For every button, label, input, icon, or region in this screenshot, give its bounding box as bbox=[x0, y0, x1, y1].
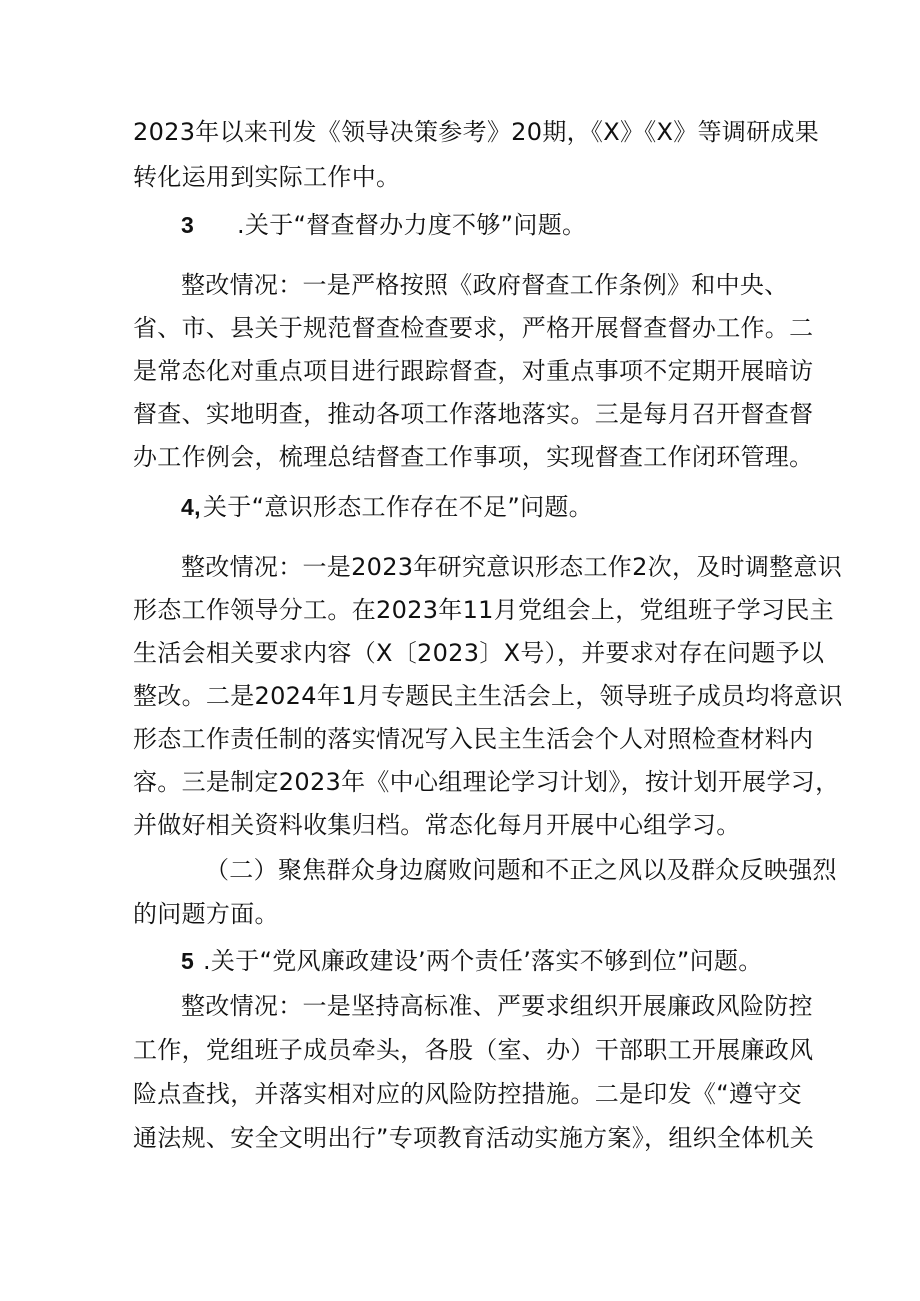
section-heading-continuation: 的问题方面。 bbox=[133, 900, 279, 928]
item-number: 5 bbox=[181, 948, 195, 974]
item-title: .关于“督查督办力度不够”问题。 bbox=[237, 211, 587, 239]
paragraph-line: 转化运用到实际工作中。 bbox=[133, 163, 401, 191]
paragraph-line: 通法规、安全文明出行”专项教育活动实施方案》，组织全体机关 bbox=[133, 1124, 815, 1152]
item-5-heading bbox=[181, 945, 763, 977]
paragraph-line: 省、市、县关于规范督查检查要求，严格开展督查督办工作。二 bbox=[133, 314, 814, 342]
paragraph-line: 工作，党组班子成员牵头，各股（室、办）干部职工开展廉政风 bbox=[133, 1036, 814, 1064]
paragraph-line: 2023年以来刊发《领导决策参考》20期，《X》《X》等调研成果 bbox=[133, 118, 820, 146]
section-heading: （二）聚焦群众身边腐败问题和不正之风以及群众反映强烈 bbox=[205, 856, 837, 884]
paragraph-line: 整改。二是2024年1月专题民主生活会上，领导班子成员均将意识 bbox=[133, 682, 843, 710]
paragraph-line: 整改情况：一是坚持高标准、严要求组织开展廉政风险防控 bbox=[181, 992, 813, 1020]
paragraph-line: 形态工作责任制的落实情况写入民主生活会个人对照检查材料内 bbox=[133, 725, 814, 753]
paragraph-line: 生活会相关要求内容（X〔2023〕X号），并要求对存在问题予以 bbox=[133, 639, 825, 667]
item-title: .关于“党风廉政建设’两个责任’落实不够到位”问题。 bbox=[203, 947, 763, 975]
paragraph-line: 是常态化对重点项目进行跟踪督查，对重点事项不定期开展暗访 bbox=[133, 357, 814, 385]
paragraph-line: 整改情况：一是2023年研究意识形态工作2次，及时调整意识 bbox=[181, 553, 843, 581]
item-number: 4, bbox=[181, 494, 201, 520]
paragraph-line: 容。三是制定2023年《中心组理论学习计划》，按计划开展学习， bbox=[133, 768, 840, 796]
paragraph-line: 并做好相关资料收集归档。常态化每月开展中心组学习。 bbox=[133, 811, 741, 839]
paragraph-line: 险点查找，并落实相对应的风险防控措施。二是印发《“遵守交 bbox=[133, 1080, 802, 1108]
paragraph-line: 形态工作领导分工。在2023年11月党组会上，党组班子学习民主 bbox=[133, 596, 834, 624]
item-3-heading bbox=[181, 209, 586, 241]
item-number: 3 bbox=[181, 212, 195, 238]
item-4-heading bbox=[181, 491, 593, 523]
paragraph-line: 督查、实地明查，推动各项工作落地落实。三是每月召开督查督 bbox=[133, 400, 814, 428]
paragraph-line: 办工作例会，梳理总结督查工作事项，实现督查工作闭环管理。 bbox=[133, 443, 814, 471]
paragraph-line: 整改情况：一是严格按照《政府督查工作条例》和中央、 bbox=[181, 271, 789, 299]
item-title: 关于“意识形态工作存在不足”问题。 bbox=[203, 493, 593, 521]
